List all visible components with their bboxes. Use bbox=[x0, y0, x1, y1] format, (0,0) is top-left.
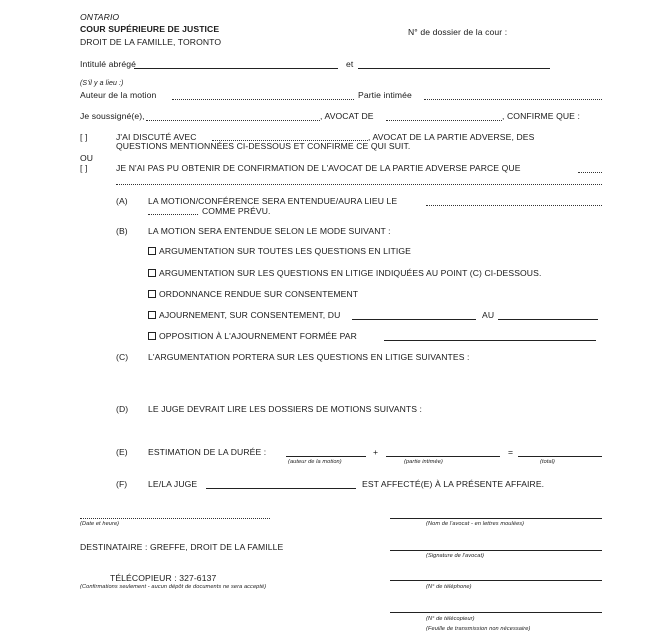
item-f-text: LE/LA JUGE bbox=[148, 479, 198, 489]
item-c-label: (C) bbox=[116, 352, 129, 362]
lawyer-for-field[interactable] bbox=[386, 120, 502, 121]
reason-field-1[interactable] bbox=[578, 172, 602, 173]
lawyer-name-field[interactable] bbox=[390, 518, 602, 519]
item-b-label: (B) bbox=[116, 226, 128, 236]
or-separator: OU bbox=[80, 153, 94, 163]
fax-no-caption: (N° de télécopieur) bbox=[426, 616, 475, 622]
item-e-text: ESTIMATION DE LA DURÉE : bbox=[148, 447, 267, 457]
checkbox[interactable] bbox=[148, 247, 156, 255]
short-title-and: et bbox=[346, 59, 354, 69]
lawyer-name-caption: (Nom de l'avocat - en lettres moulées) bbox=[426, 521, 525, 527]
phone-field[interactable] bbox=[390, 580, 602, 581]
short-title-field-2[interactable] bbox=[358, 68, 550, 69]
mode-option-4[interactable] bbox=[148, 310, 340, 320]
date-time-field[interactable] bbox=[80, 518, 270, 519]
hearing-date-field[interactable] bbox=[426, 205, 602, 206]
mode-option-4-label: AJOURNEMENT, SUR CONSENTEMENT, DU bbox=[159, 310, 341, 320]
item-d-label: (D) bbox=[116, 404, 129, 414]
fax-number: TÉLÉCOPIEUR : 327-6137 bbox=[110, 573, 217, 583]
option2-checkbox[interactable]: [ ] bbox=[80, 163, 88, 173]
signature-caption: (Signature de l'avocat) bbox=[426, 553, 485, 559]
short-title-field-1[interactable] bbox=[134, 68, 338, 69]
mode-option-1-label: ARGUMENTATION SUR TOUTES LES QUESTIONS EN LITIGE bbox=[159, 246, 411, 256]
date-time-caption: (Date et heure) bbox=[80, 521, 120, 527]
reason-field-2[interactable] bbox=[116, 184, 602, 185]
mode-option-2[interactable] bbox=[148, 268, 541, 278]
mode-option-5[interactable] bbox=[148, 331, 357, 341]
moving-party-field[interactable] bbox=[172, 99, 354, 100]
checkbox[interactable] bbox=[148, 290, 156, 298]
adjourn-to-label: AU bbox=[482, 310, 495, 320]
mode-option-3-label: ORDONNANCE RENDUE SUR CONSENTEMENT bbox=[159, 289, 359, 299]
duration-total-caption: (total) bbox=[540, 459, 555, 465]
duration-moving-field[interactable] bbox=[286, 456, 366, 457]
checkbox[interactable] bbox=[148, 311, 156, 319]
option1-text-a: J'AI DISCUTÉ AVEC bbox=[116, 132, 197, 142]
option1-text-b: , AVOCAT DE LA PARTIE ADVERSE, DES bbox=[368, 132, 535, 142]
mode-option-1[interactable] bbox=[148, 246, 411, 256]
mode-option-2-label: ARGUMENTATION SUR LES QUESTIONS EN LITIGE INDIQUÉES AU POINT (C) CI-DESSOUS. bbox=[159, 268, 542, 278]
adjourn-from-field[interactable] bbox=[352, 319, 476, 320]
equals-sign: = bbox=[508, 447, 514, 457]
court-name: COUR SUPÉRIEURE DE JUSTICE bbox=[80, 24, 220, 34]
opposed-by-field[interactable] bbox=[384, 340, 596, 341]
duration-moving-caption: (auteur de la motion) bbox=[288, 459, 342, 465]
duration-respondent-field[interactable] bbox=[386, 456, 500, 457]
option2-text: JE N'AI PAS PU OBTENIR DE CONFIRMATION DE L'AVOCAT DE LA PARTIE ADVERSE PARCE QUE bbox=[116, 163, 521, 173]
hearing-time-field[interactable] bbox=[148, 214, 198, 215]
item-a-label: (A) bbox=[116, 196, 128, 206]
fax-no-field[interactable] bbox=[390, 612, 602, 613]
respondent-field[interactable] bbox=[424, 99, 602, 100]
checkbox[interactable] bbox=[148, 332, 156, 340]
duration-respondent-caption: (partie intimée) bbox=[404, 459, 443, 465]
item-f-label: (F) bbox=[116, 479, 128, 489]
cover-sheet-caption: (Feuille de transmission non nécessaire) bbox=[426, 626, 531, 632]
lawyer-for-label: , AVOCAT DE bbox=[320, 111, 374, 121]
fax-note: (Confirmations seulement - aucun dépôt de documents ne sera accepté) bbox=[80, 584, 267, 590]
confirm-label: , CONFIRME QUE : bbox=[502, 111, 580, 121]
short-title-label: Intitulé abrégé bbox=[80, 59, 136, 69]
duration-total-field[interactable] bbox=[518, 456, 602, 457]
province-heading: ONTARIO bbox=[80, 12, 120, 22]
checkbox[interactable] bbox=[148, 269, 156, 277]
moving-party-label: Auteur de la motion bbox=[80, 90, 157, 100]
undersigned-label: Je soussigné(e), bbox=[80, 111, 145, 121]
item-d-text: LE JUGE DEVRAIT LIRE LES DOSSIERS DE MOTIONS SUIVANTS : bbox=[148, 404, 423, 414]
mode-option-3[interactable] bbox=[148, 289, 358, 299]
option1-text-c: QUESTIONS MENTIONNÉES CI-DESSOUS ET CONFIRME CE QUI SUIT. bbox=[116, 141, 411, 151]
destinataire: DESTINATAIRE : GREFFE, DROIT DE LA FAMILLE bbox=[80, 542, 284, 552]
respondent-label: Partie intimée bbox=[358, 90, 412, 100]
item-f-text2: EST AFFECTÉ(E) À LA PRÉSENTE AFFAIRE. bbox=[362, 479, 545, 489]
mode-option-5-label: OPPOSITION À L'AJOURNEMENT FORMÉE PAR bbox=[159, 331, 357, 341]
file-number-label: N° de dossier de la cour : bbox=[408, 27, 508, 37]
item-c-text: L'ARGUMENTATION PORTERA SUR LES QUESTIONS EN LITIGE SUIVANTES : bbox=[148, 352, 470, 362]
item-a-text2: COMME PRÉVU. bbox=[202, 206, 271, 216]
court-division: DROIT DE LA FAMILLE, TORONTO bbox=[80, 37, 222, 47]
option1-checkbox[interactable]: [ ] bbox=[80, 132, 88, 142]
judge-name-field[interactable] bbox=[206, 488, 356, 489]
undersigned-field[interactable] bbox=[146, 120, 320, 121]
item-a-text: LA MOTION/CONFÉRENCE SERA ENTENDUE/AURA LIEU LE bbox=[148, 196, 398, 206]
item-b-text: LA MOTION SERA ENTENDUE SELON LE MODE SUIVANT : bbox=[148, 226, 391, 236]
phone-caption: (N° de téléphone) bbox=[426, 584, 472, 590]
signature-field[interactable] bbox=[390, 550, 602, 551]
if-any-note: (S'il y a lieu :) bbox=[80, 80, 124, 87]
item-e-label: (E) bbox=[116, 447, 128, 457]
adjourn-to-field[interactable] bbox=[498, 319, 598, 320]
plus-sign: + bbox=[373, 447, 379, 457]
